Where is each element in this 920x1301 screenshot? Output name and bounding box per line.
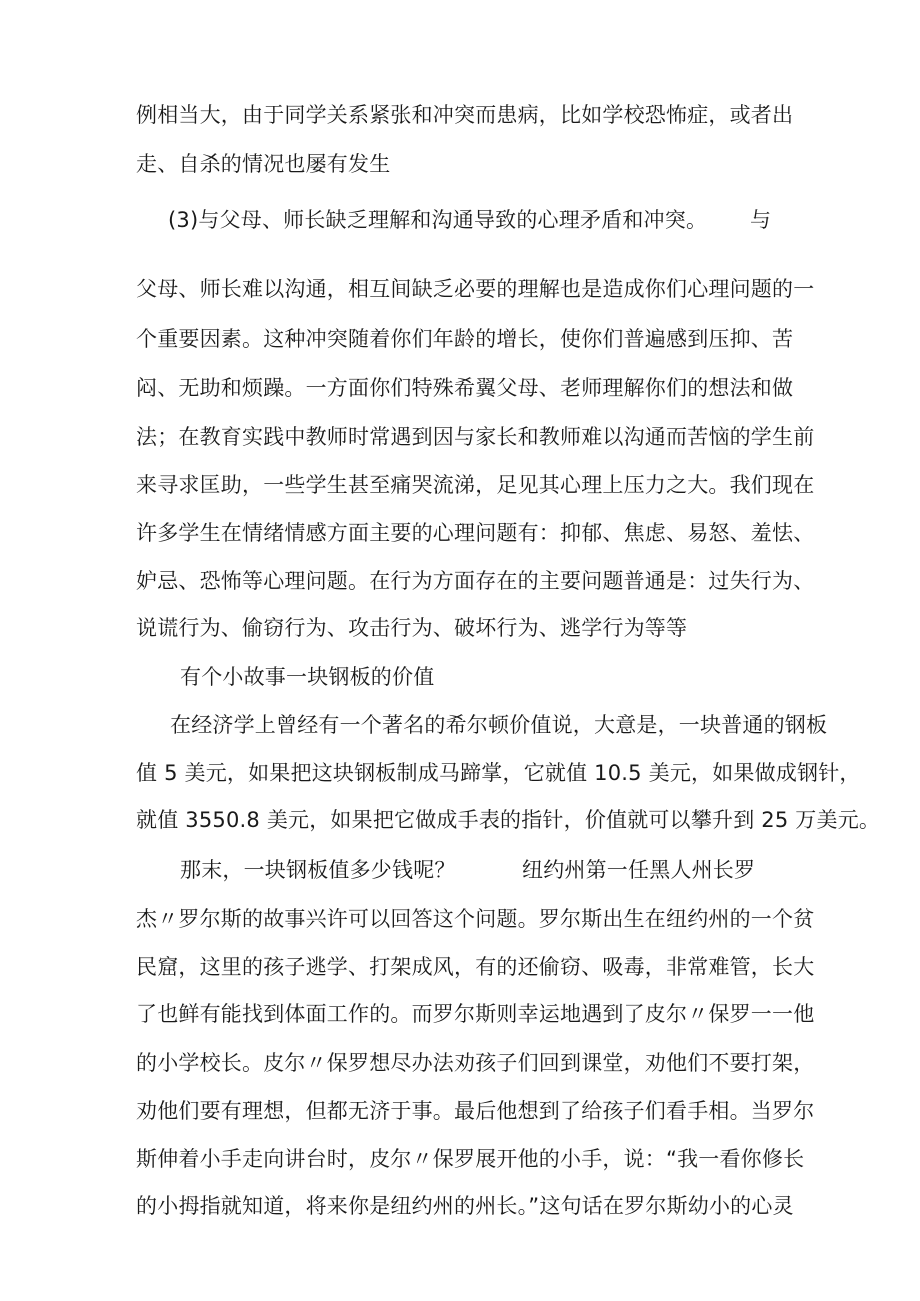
paragraph-line: 例相当大，由于同学关系紧张和冲突而患病，比如学校恐怖症，或者出	[136, 103, 794, 127]
paragraph-line: 的小学校长。皮尔〃保罗想尽办法劝孩子们回到课堂，劝他们不要打架，	[136, 1051, 815, 1075]
section-heading: (3)与父母、师长缺乏理解和沟通导致的心理矛盾和冲突。	[168, 208, 708, 232]
paragraph-line: 就值 3550.8 美元，如果把它做成手表的指针，价值就可以攀升到 25 万美元。	[136, 808, 881, 832]
paragraph-line: 闷、无助和烦躁。一方面你们特殊希翼父母、老师理解你们的想法和做	[136, 376, 794, 400]
paragraph-line: 说谎行为、偷窃行为、攻击行为、破坏行为、逃学行为等等	[136, 616, 688, 640]
paragraph-line: 许多学生在情绪情感方面主要的心理问题有：抑郁、焦虑、易怒、羞怯、	[136, 521, 815, 545]
paragraph-line: 个重要因素。这种冲突随着你们年龄的增长，使你们普遍感到压抑、苦	[136, 327, 794, 351]
paragraph-line: 杰〃罗尔斯的故事兴许可以回答这个问题。罗尔斯出生在纽约州的一个贫	[136, 907, 815, 931]
paragraph-line: 在经济学上曾经有一个著名的希尔顿价值说，大意是，一块普通的钢板	[170, 713, 828, 737]
paragraph-line: 妒忌、恐怖等心理问题。在行为方面存在的主要问题普通是：过失行为、	[136, 569, 815, 593]
paragraph-line: 走、自杀的情况也屡有发生	[136, 152, 391, 176]
paragraph-line: 劝他们要有理想，但都无济于事。最后他想到了给孩子们看手相。当罗尔	[136, 1099, 815, 1123]
paragraph-line: 民窟，这里的孩子逃学、打架成风，有的还偷窃、吸毒，非常难管，长大	[136, 955, 815, 979]
paragraph-line: 了也鲜有能找到体面工作的。而罗尔斯则幸运地遇到了皮尔〃保罗一一他	[136, 1002, 815, 1026]
paragraph-line: 斯伸着小手走向讲台时，皮尔〃保罗展开他的小手，说：“我一看你修长	[136, 1147, 805, 1171]
paragraph-line: 的小拇指就知道，将来你是纽约州的州长。”这句话在罗尔斯幼小的心灵	[136, 1194, 794, 1218]
paragraph-line: 与	[750, 208, 772, 232]
paragraph-line: 来寻求匡助，一些学生甚至痛哭流涕，足见其心理上压力之大。我们现在	[136, 473, 815, 497]
paragraph-line: 父母、师长难以沟通，相互间缺乏必要的理解也是造成你们心理问题的一	[136, 277, 815, 301]
story-title: 有个小故事一块钢板的价值	[180, 665, 435, 689]
paragraph-line: 纽约州第一任黑人州长罗	[522, 858, 756, 882]
paragraph-line: 值 5 美元，如果把这块钢板制成马蹄掌，它就值 10.5 美元，如果做成钢针，	[136, 761, 861, 785]
paragraph-line: 法；在教育实践中教师时常遇到因与家长和教师难以沟通而苦恼的学生前	[136, 425, 815, 449]
paragraph-line: 那末，一块钢板值多少钱呢？	[180, 858, 456, 882]
